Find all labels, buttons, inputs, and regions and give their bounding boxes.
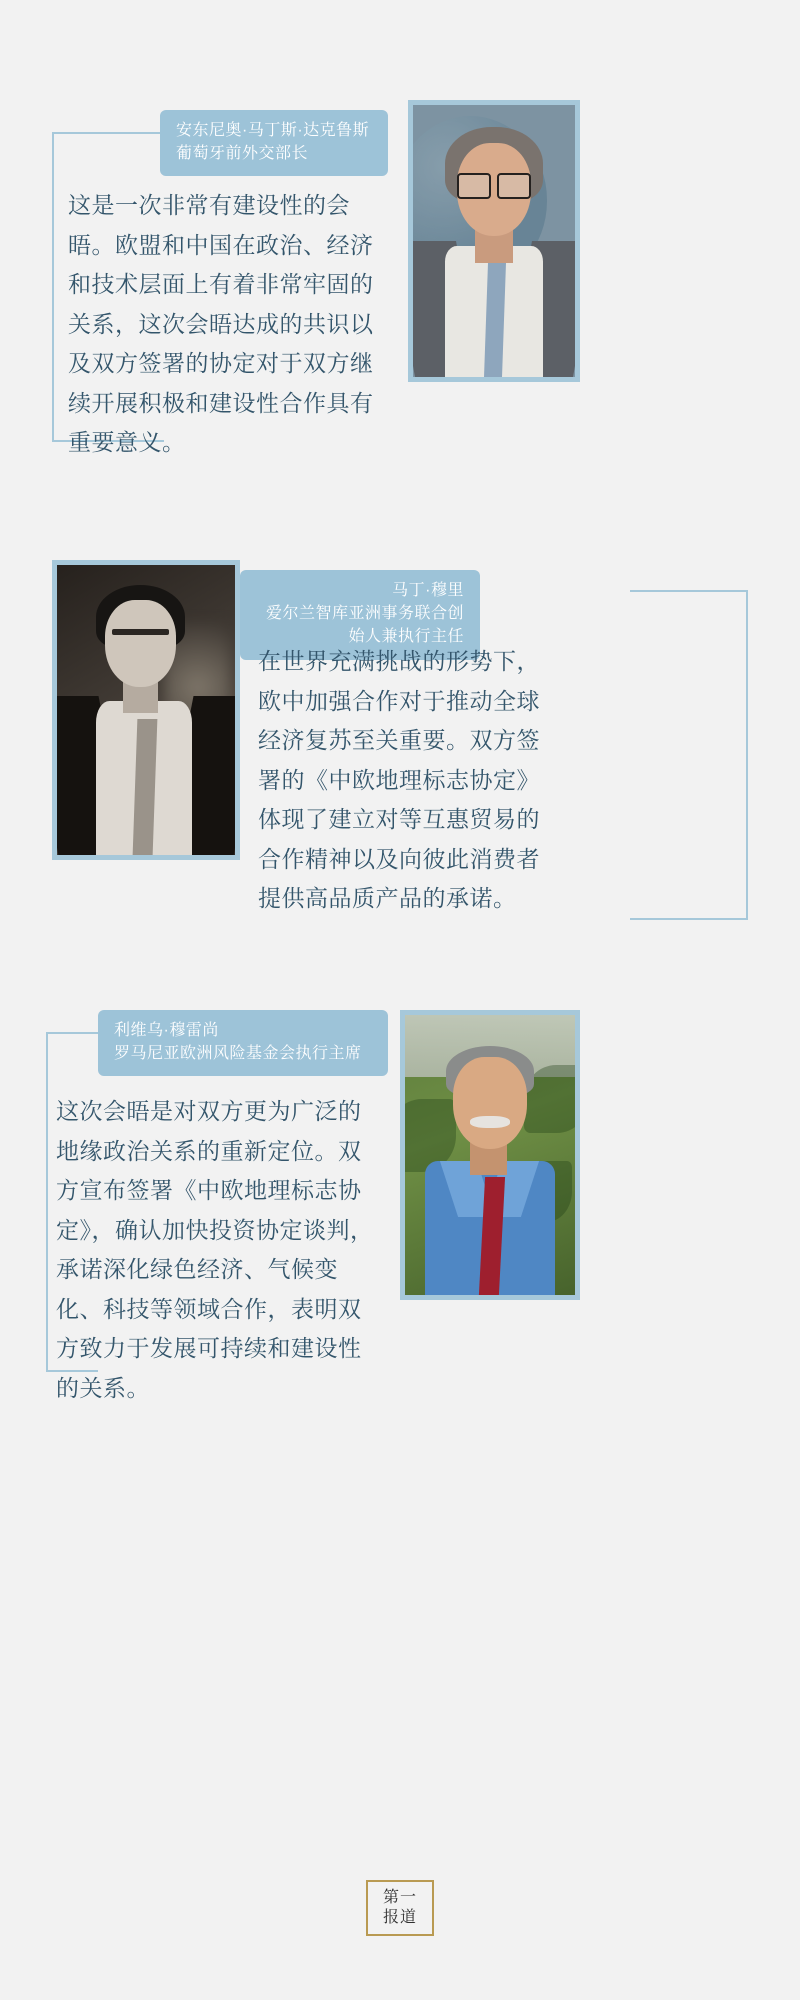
speaker-name-tag-1 [160, 110, 388, 176]
speaker-name-tag-3 [98, 1010, 388, 1076]
speaker-title-2: 爱尔兰智库亚洲事务联合创始人兼执行主任 [265, 605, 464, 646]
portrait-liviu-muresan [400, 1010, 580, 1300]
portrait-martin-murray [52, 560, 240, 860]
quote-block-2 [0, 560, 800, 960]
speaker-title-1: 葡萄牙前外交部长 [176, 145, 309, 163]
quote-text-1: 这是一次非常有建设性的会晤。欧盟和中国在政治、经济和技术层面上有着非常牢固的关系，这次会晤达成的共识以及双方签署的协定对于双方继续开展积极和建设性合作具有重要意义。 [68, 193, 374, 456]
footer-logo [366, 1880, 434, 1936]
footer-logo-line-2: 报道 [382, 1909, 417, 1926]
speaker-name-2: 马丁·穆里 [392, 582, 464, 599]
speaker-name-1: 安东尼奥·马丁斯·达克鲁斯 [176, 122, 370, 139]
quote-text-3: 这次会晤是对双方更为广泛的地缘政治关系的重新定位。双方宣布签署《中欧地理标志协定》，确认加快投资协定谈判，承诺深化绿色经济、气候变化、科技等领域合作，表明双方致力于发展可持续和建设性的关系。 [56, 1099, 374, 1401]
quote-block-1 [0, 0, 800, 580]
portrait-antonio-martins-da-cruz [408, 100, 580, 382]
speaker-name-3: 利维乌·穆雷尚 [114, 1022, 219, 1039]
footer-logo-line-1: 第一 [382, 1889, 417, 1906]
speaker-title-3: 罗马尼亚欧洲风险基金会执行主席 [114, 1045, 362, 1063]
quote-block-3 [0, 1010, 800, 1440]
quote-bracket-2 [630, 590, 748, 920]
quote-text-2: 在世界充满挑战的形势下，欧中加强合作对于推动全球经济复苏至关重要。双方签署的《中欧地理标志协定》体现了建立对等互惠贸易的合作精神以及向彼此消费者提供高品质产品的承诺。 [258, 649, 540, 912]
